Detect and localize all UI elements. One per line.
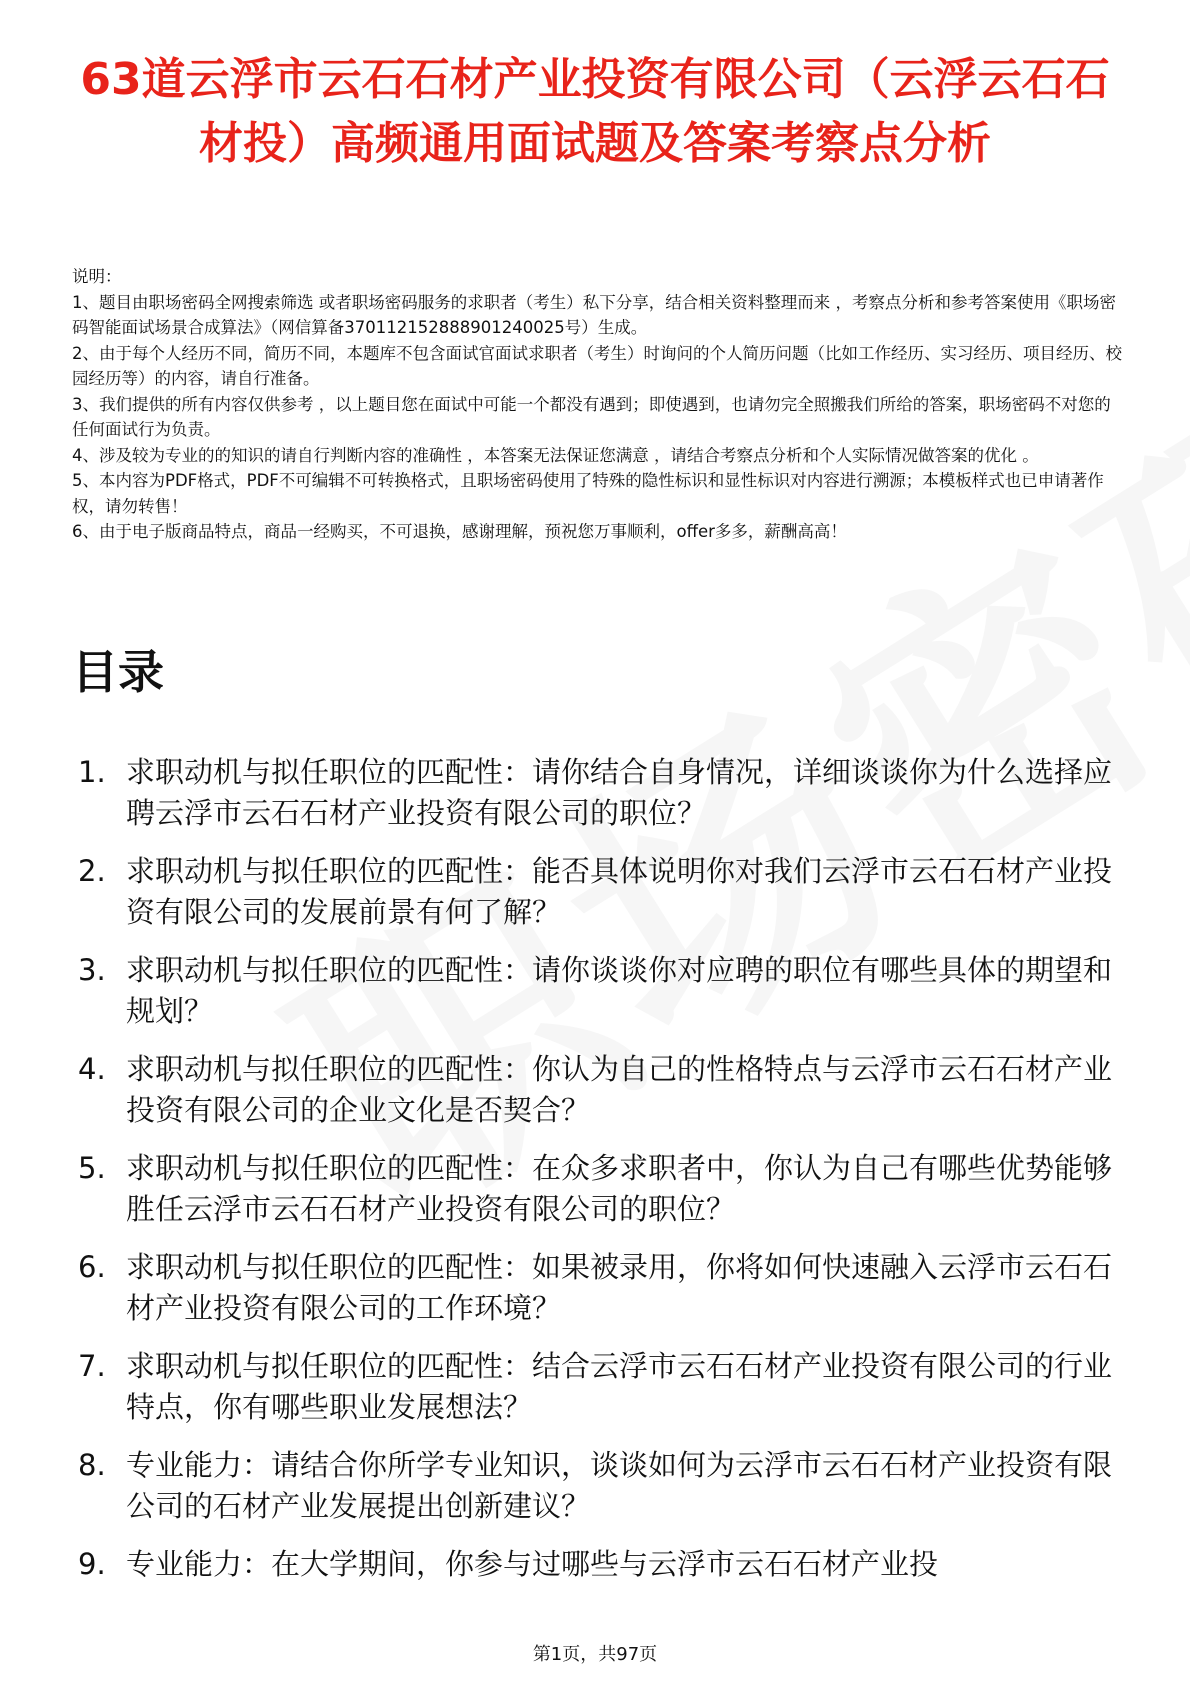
toc-item-text: 求职动机与拟任职位的匹配性：如果被录用，你将如何快速融入云浮市云石石材产业投资有限公司的工作环境？: [126, 1250, 1113, 1325]
notes-section: [72, 264, 1122, 545]
toc-item[interactable]: [72, 851, 1112, 933]
toc-item-number: 7.: [78, 1349, 106, 1383]
notes-item: 1、题目由职场密码全网搜索筛选 或者职场密码服务的求职者（考生）私下分享，结合相关资料整理而来 ，考察点分析和参考答案使用《职场密码智能面试场景合成算法》（网信算备370112152888901240025号）生成。: [72, 292, 1116, 337]
toc-item[interactable]: [72, 752, 1112, 834]
toc-item-text: 求职动机与拟任职位的匹配性：请你谈谈你对应聘的职位有哪些具体的期望和规划？: [126, 953, 1113, 1028]
page-footer: 第1页，共97页: [532, 1644, 658, 1665]
toc-item[interactable]: [72, 1544, 1112, 1585]
toc-item[interactable]: [72, 1445, 1112, 1527]
toc-item-text: 求职动机与拟任职位的匹配性：在众多求职者中，你认为自己有哪些优势能够胜任云浮市云石石材产业投资有限公司的职位？: [126, 1151, 1113, 1226]
toc-item-text: 求职动机与拟任职位的匹配性：结合云浮市云石石材产业投资有限公司的行业特点，你有哪些职业发展想法？: [126, 1349, 1113, 1424]
toc-item-number: 1.: [78, 755, 106, 789]
toc-item-number: 4.: [78, 1052, 106, 1086]
notes-heading: 说明：: [72, 267, 122, 286]
notes-item: 2、由于每个人经历不同，简历不同，本题库不包含面试官面试求职者（考生）时询问的个人简历问题（比如工作经历、实习经历、项目经历、校园经历等）的内容，请自行准备。: [72, 343, 1122, 388]
toc-item-number: 2.: [78, 854, 106, 888]
toc-item-text: 求职动机与拟任职位的匹配性：能否具体说明你对我们云浮市云石石材产业投资有限公司的发展前景有何了解？: [126, 854, 1113, 929]
toc-list: [72, 752, 1112, 1602]
toc-item-number: 3.: [78, 953, 106, 987]
toc-item[interactable]: [72, 950, 1112, 1032]
document-title: 63道云浮市云石石材产业投资有限公司（云浮云石石材投）高频通用面试题及答案考察点分析: [80, 54, 1110, 169]
toc-item-text: 求职动机与拟任职位的匹配性：你认为自己的性格特点与云浮市云石石材产业投资有限公司的企业文化是否契合？: [126, 1052, 1113, 1127]
toc-item[interactable]: [72, 1049, 1112, 1131]
toc-item[interactable]: [72, 1346, 1112, 1428]
notes-item: 3、我们提供的所有内容仅供参考 ，以上题目您在面试中可能一个都没有遇到；即使遇到，也请勿完全照搬我们所给的答案，职场密码不对您的任何面试行为负责。: [72, 394, 1111, 439]
toc-item-number: 8.: [78, 1448, 106, 1482]
toc-item-number: 6.: [78, 1250, 106, 1284]
toc-heading: 目录: [72, 645, 164, 699]
toc-item-number: 9.: [78, 1547, 106, 1581]
notes-item: 5、本内容为PDF格式，PDF不可编辑不可转换格式，且职场密码使用了特殊的隐性标识和显性标识对内容进行溯源；本模板样式也已申请著作权，请勿转售！: [72, 471, 1104, 516]
toc-item-text: 专业能力：在大学期间，你参与过哪些与云浮市云石石材产业投: [126, 1547, 939, 1581]
toc-item-text: 专业能力：请结合你所学专业知识，谈谈如何为云浮市云石石材产业投资有限公司的石材产业发展提出创新建议？: [126, 1448, 1113, 1523]
notes-item: 6、由于电子版商品特点，商品一经购买，不可退换，感谢理解，预祝您万事顺利，offer多多，薪酬高高！: [72, 522, 847, 541]
toc-item[interactable]: [72, 1247, 1112, 1329]
toc-item-text: 求职动机与拟任职位的匹配性：请你结合自身情况，详细谈谈你为什么选择应聘云浮市云石石材产业投资有限公司的职位？: [126, 755, 1113, 830]
notes-item: 4、涉及较为专业的的知识的请自行判断内容的准确性 ，本答案无法保证您满意 ，请结合考察点分析和个人实际情况做答案的优化 。: [72, 445, 1039, 465]
toc-item[interactable]: [72, 1148, 1112, 1230]
toc-item-number: 5.: [78, 1151, 106, 1185]
